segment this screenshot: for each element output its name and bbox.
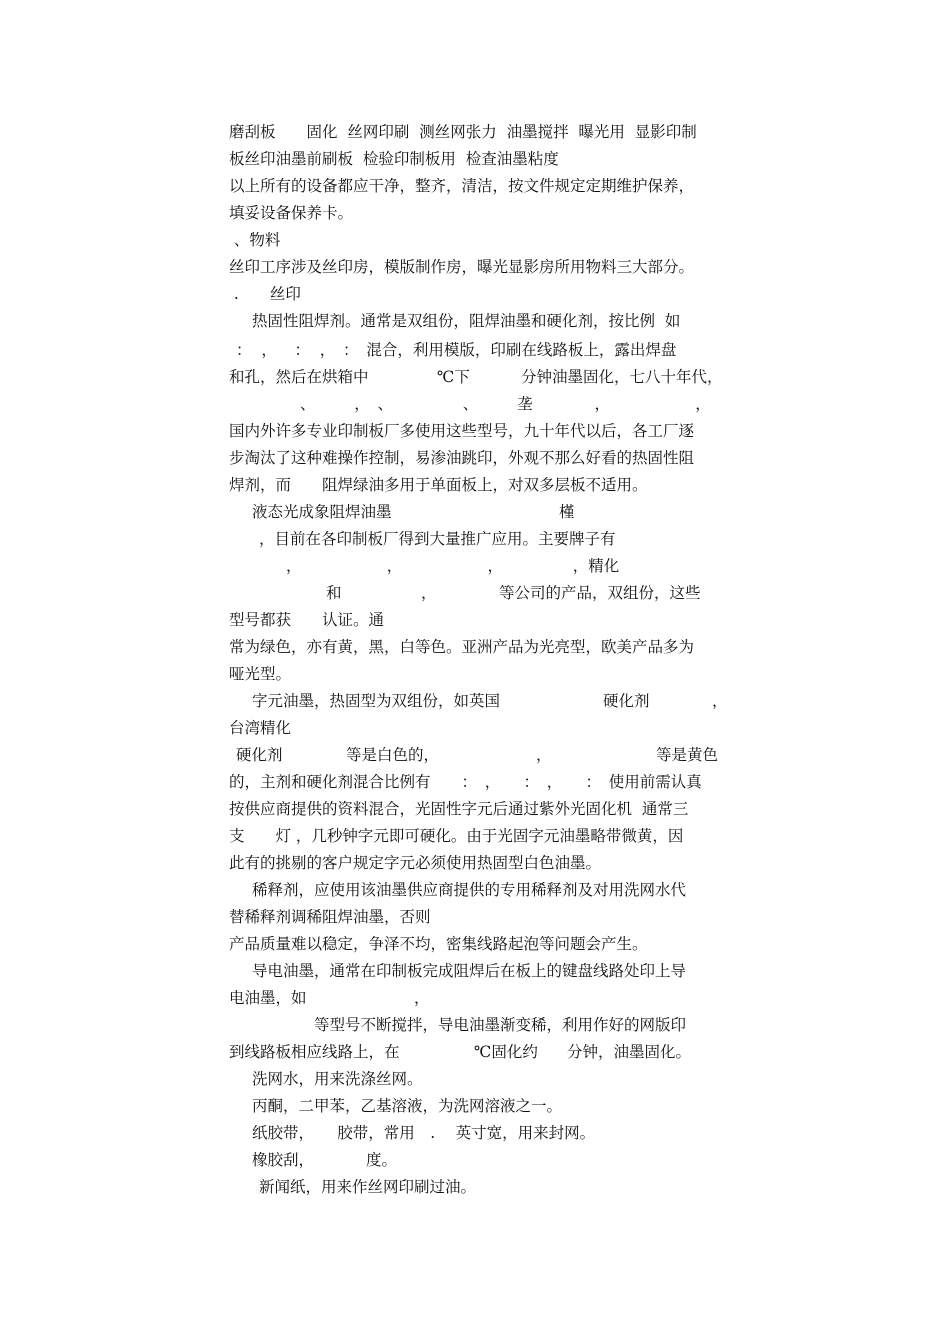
text-line: 台湾精化 bbox=[229, 719, 292, 737]
text-fragment: 硬化剂 bbox=[236, 746, 283, 764]
text-fragment: 硬化剂 bbox=[603, 692, 650, 710]
text-line: 替稀释剂调稀阻焊油墨，否则 bbox=[229, 908, 431, 926]
text-line: 此有的挑剔的客户规定字元必须使用热固型白色油墨。 bbox=[229, 854, 602, 872]
text-line: 橡胶刮， bbox=[252, 1151, 315, 1169]
text-line: 洗网水，用来洗涤丝网。 bbox=[252, 1070, 423, 1088]
text-line: 字元油墨，热固型为双组份，如英国 bbox=[252, 692, 501, 710]
text-fragment: ， bbox=[421, 584, 437, 602]
text-fragment: 槿 bbox=[559, 503, 575, 521]
text-fragment: 度。 bbox=[366, 1151, 398, 1169]
text-line: 哑光型。 bbox=[229, 665, 292, 683]
text-line: 支 灯 ，几秒钟字元即可硬化。由于光固字元油墨略带微黄，因 bbox=[229, 827, 684, 845]
text-fragment: ， bbox=[414, 989, 430, 1007]
text-fragment: 分钟油墨固化，七八十年代， bbox=[521, 368, 723, 386]
text-line: 步淘汰了这种难操作控制，易渗油跳印，外观不那么好看的热固性阻 bbox=[229, 449, 695, 467]
text-line: 丙酮，二甲苯，乙基溶液，为洗网溶液之一。 bbox=[252, 1097, 563, 1115]
text-line: ，目前在各印制板厂得到大量推广应用。主要牌子有 bbox=[259, 530, 616, 548]
text-line: 丝印工序涉及丝印房，模版制作房，曝光显影房所用物料三大部分。 bbox=[229, 258, 695, 276]
text-line: 国内外许多专业印制板厂多使用这些型号，九十年代以后，各工厂逐 bbox=[229, 422, 695, 440]
text-line: 按供应商提供的资料混合，光固性字元后通过紫外光固化机 通常三 bbox=[229, 800, 689, 818]
text-line: ， ， ， ，精化 bbox=[286, 557, 620, 575]
text-fragment: ， bbox=[536, 746, 552, 764]
text-line: 和孔，然后在烘箱中 bbox=[229, 368, 369, 386]
text-fragment: 和 bbox=[326, 584, 342, 602]
text-line: 、 ， 、 、 垄 ， ， bbox=[300, 395, 711, 413]
text-line: 产品质量难以稳定，争泽不均，密集线路起泡等问题会产生。 bbox=[229, 935, 648, 953]
text-line: 磨刮板 固化 丝网印刷 测丝网张力 油墨搅拌 曝光用 显影印制 bbox=[229, 123, 697, 141]
text-line: 到线路板相应线路上，在 bbox=[229, 1043, 400, 1061]
text-line: 焊剂，而 阻焊绿油多用于单面板上，对双多层板不适用。 bbox=[229, 476, 648, 494]
text-line: 导电油墨，通常在印制板完成阻焊后在板上的键盘线路处印上导 bbox=[252, 962, 687, 980]
subsection-heading: . 丝印 bbox=[229, 285, 301, 303]
text-fragment: ℃下 bbox=[437, 368, 470, 386]
text-fragment: 等是黄色 bbox=[656, 746, 719, 764]
text-line: 板丝印油墨前刷板 检验印制板用 检查油墨粘度 bbox=[229, 150, 559, 168]
text-line: 新闻纸，用来作丝网印刷过油。 bbox=[259, 1178, 477, 1196]
text-line: 等型号不断搅拌，导电油墨渐变稀，利用作好的网版印 bbox=[314, 1016, 687, 1034]
text-fragment: 分钟，油墨固化。 bbox=[567, 1043, 692, 1061]
text-line: 以上所有的设备都应干净，整齐，清洁，按文件规定定期维护保养， bbox=[229, 177, 695, 195]
text-line: ： ， ： ， ： 混合，利用模版，印刷在线路板上，露出焊盘 bbox=[236, 341, 677, 359]
text-line: 稀释剂，应使用该油墨供应商提供的专用稀释剂及对用洗网水代 bbox=[252, 881, 687, 899]
text-fragment: ， bbox=[712, 692, 728, 710]
text-line: 热固性阻焊剂。通常是双组份，阻焊油墨和硬化剂，按比例 如 bbox=[252, 312, 681, 330]
text-fragment: 等是白色的， bbox=[346, 746, 440, 764]
text-line: 填妥设备保养卡。 bbox=[229, 204, 354, 222]
text-line: 液态光成象阻焊油墨 bbox=[252, 503, 392, 521]
section-heading: 、物料 bbox=[229, 231, 281, 249]
text-line: 型号都获 认证。通 bbox=[229, 611, 385, 629]
text-line: 的，主剂和硬化剂混合比例有 ： ， ： ， ： 使用前需认真 bbox=[229, 773, 702, 791]
text-line: 常为绿色，亦有黄，黑，白等色。亚洲产品为光亮型，欧美产品多为 bbox=[229, 638, 695, 656]
text-line: 纸胶带， 胶带，常用 . 英寸宽，用来封网。 bbox=[252, 1124, 596, 1142]
text-fragment: 等公司的产品，双组份，这些 bbox=[499, 584, 701, 602]
text-line: 电油墨，如 bbox=[229, 989, 307, 1007]
text-fragment: ℃固化约 bbox=[474, 1043, 538, 1061]
